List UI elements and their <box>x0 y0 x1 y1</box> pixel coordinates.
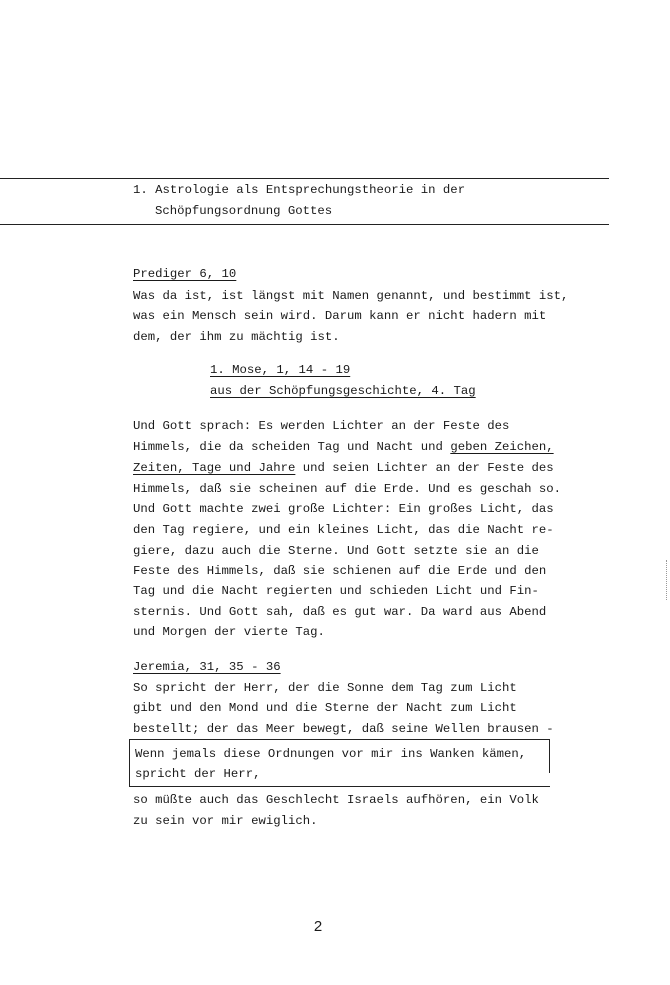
jeremia-after-line: so müßte auch das Geschlecht Israels aufhören, ein Volk <box>133 793 539 807</box>
mose-line: Und Gott sprach: Es werden Lichter an der Feste des <box>133 419 510 433</box>
mose-line: sternis. Und Gott sah, daß es gut war. Da ward aus Abend <box>133 605 547 619</box>
jeremia-reference: Jeremia, 31, 35 - 36 <box>133 660 281 674</box>
mose-line: Himmels, daß sie scheinen auf die Erde. Und es geschah so. <box>133 482 562 496</box>
mose-line-text: Himmels, die da scheiden Tag und Nacht und <box>133 440 451 454</box>
mose-line: Tag und die Nacht regierten und schieden Licht und Fin- <box>133 584 539 598</box>
mose-line: Feste des Himmels, daß sie schienen auf die Erde und den <box>133 564 547 578</box>
mose-line <box>133 462 554 474</box>
page-number: 2 <box>313 918 323 935</box>
scan-edge-mark <box>666 560 667 600</box>
mose-line: den Tag regiere, und ein kleines Licht, das die Nacht re- <box>133 523 554 537</box>
quote-line: Wenn jemals diese Ordnungen vor mir ins Wanken kämen, <box>135 747 527 761</box>
prediger-reference: Prediger 6, 10 <box>133 267 237 281</box>
mose-underlined-text: Zeiten, Tage und Jahre <box>133 461 296 475</box>
quote-box-right-edge <box>549 739 550 773</box>
prediger-line: Was da ist, ist längst mit Namen genannt, und bestimmt ist, <box>133 289 569 303</box>
header-bottom-rule <box>0 224 609 225</box>
mose-line <box>133 441 554 453</box>
mose-line: und Morgen der vierte Tag. <box>133 625 325 639</box>
jeremia-line: gibt und den Mond und die Sterne der Nacht zum Licht <box>133 701 517 715</box>
mose-line: giere, dazu auch die Sterne. Und Gott setzte sie an die <box>133 544 539 558</box>
mose-reference: 1. Mose, 1, 14 - 19 <box>210 363 351 377</box>
mose-line-text: und seien Lichter an der Feste des <box>295 461 554 475</box>
mose-line: Und Gott machte zwei große Lichter: Ein großes Licht, das <box>133 502 554 516</box>
header-top-rule <box>0 178 609 179</box>
jeremia-line: bestellt; der das Meer bewegt, daß seine Wellen brausen - <box>133 722 554 736</box>
quote-line: spricht der Herr, <box>135 767 261 781</box>
jeremia-after-line: zu sein vor mir ewiglich. <box>133 814 318 828</box>
mose-subtitle: aus der Schöpfungsgeschichte, 4. Tag <box>210 384 476 398</box>
chapter-heading-line-2: Schöpfungsordnung Gottes <box>155 204 333 218</box>
mose-underlined-text: geben Zeichen, <box>450 440 554 454</box>
jeremia-line: So spricht der Herr, der die Sonne dem Tag zum Licht <box>133 681 517 695</box>
prediger-line: was ein Mensch sein wird. Darum kann er nicht hadern mit <box>133 309 547 323</box>
chapter-heading-line-1: 1. Astrologie als Entsprechungstheorie in der <box>133 183 466 197</box>
prediger-line: dem, der ihm zu mächtig ist. <box>133 330 340 344</box>
